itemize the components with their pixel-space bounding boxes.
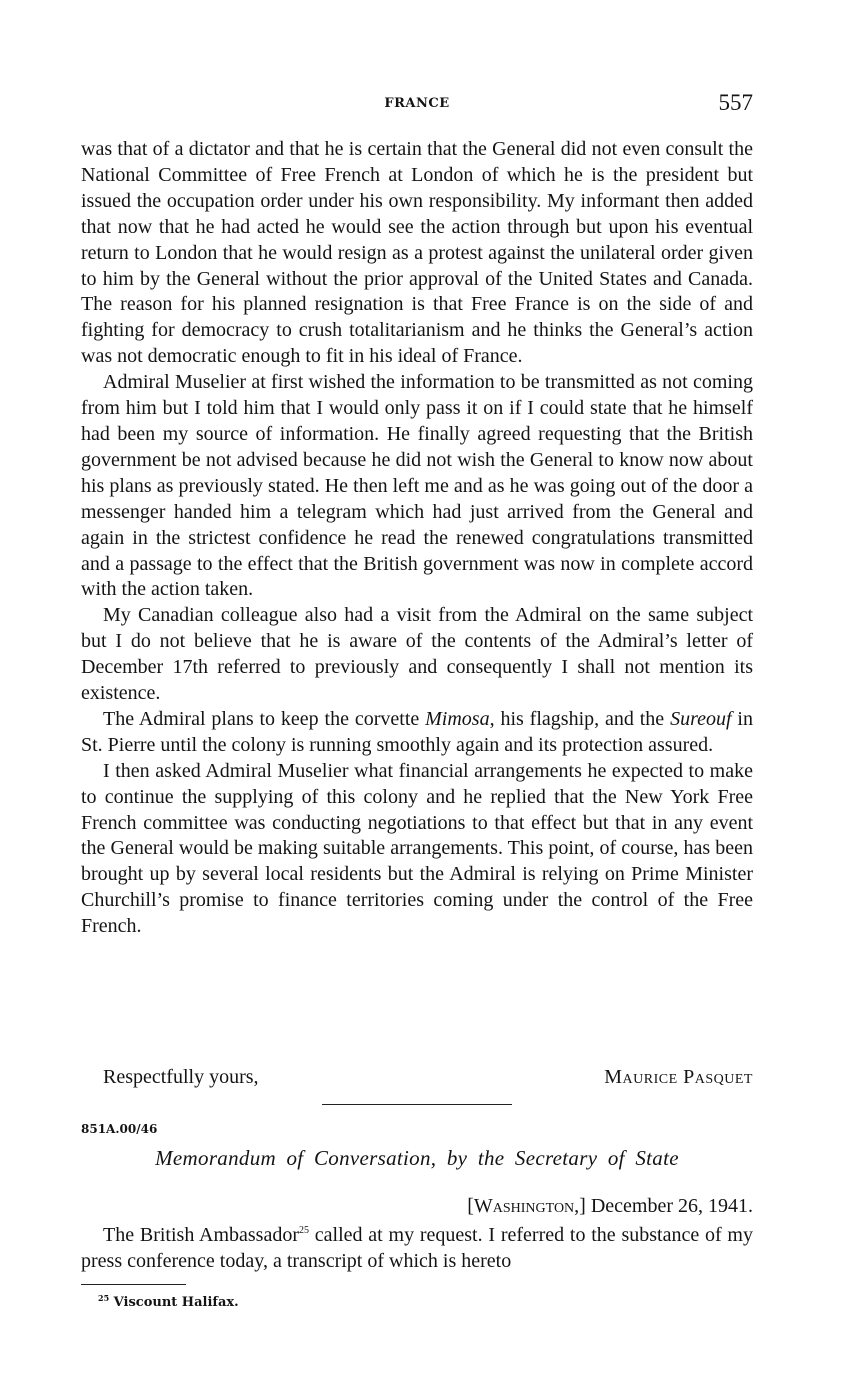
footnote (98, 1295, 239, 1310)
footnote-number: 25 (98, 1293, 110, 1303)
paragraph-2: Admiral Muselier at first wished the information to be transmitted as not coming from him but I told him that I would only pass it on if I could state that he himself had been my source of information. He finally agreed requesting that the British government be not advised because he did not wish the General to know now about his plans as previously stated. He then left me and as he was going out of the door a messenger handed him a telegram which had just arrived from the General and again in the strictest confidence he read the renewed congratulations transmitted and a passage to the effect that the British government was now in complete accord with the action taken. (81, 371, 753, 601)
paragraph-3: My Canadian colleague also had a visit from the Admiral on the same subject but I do not believe that he is aware of the contents of the Admiral’s letter of December 17th referred to previously and consequently I shall not mention its existence. (81, 604, 753, 705)
file-number: 851A.00/46 (81, 1122, 158, 1136)
paragraph-4-part-c: in St. Pierre until the colony is running smoothly again and its protection assured. (81, 707, 753, 756)
footnote-reference: 25 (299, 1225, 309, 1236)
paragraph-1: was that of a dictator and that he is certain that the General did not even consult the National Committee of Free French at London of which he is the president but issued the occupation order under his own responsibility. My informant then added that now that he had acted he would see the action through but upon his eventual return to London that he would resign as a protest against the unilateral order given to him by the General without the prior approval of the United States and Canada. The reason for his planned resignation is that Free France is on the side of and fighting for democracy to crush totalitarianism and he thinks the General’s action was not democratic enough to fit in his ideal of France. (81, 138, 753, 368)
paragraph-4 (81, 707, 753, 759)
ship-name-sureouf: Sureouf (670, 707, 732, 730)
memo-paragraph-1 (81, 1223, 753, 1275)
memo-paragraph-part-b: called at my request. I referred to the substance of my press conference today, a transcript of which is hereto (81, 1224, 753, 1272)
page-number: 557 (718, 90, 753, 115)
dateline-date: December 26, 1941. (590, 1195, 753, 1217)
memo-body (81, 1223, 753, 1275)
memo-dateline (467, 1195, 753, 1218)
footnote-rule (81, 1284, 186, 1285)
letter-body (81, 137, 753, 940)
memo-title: Memorandum of Conversation, by the Secretary of State (155, 1146, 679, 1170)
page-header (81, 92, 753, 122)
footnote-text: Viscount Halifax. (113, 1295, 239, 1310)
dateline-place: [Washington,] (467, 1195, 586, 1217)
signature: Maurice Pasquet (604, 1066, 753, 1088)
paragraph-4-part-a: The Admiral plans to keep the corvette (103, 707, 426, 730)
section-divider (322, 1104, 512, 1105)
paragraph-5: I then asked Admiral Muselier what financial arrangements he expected to make to continue the supplying of this colony and he replied that the New York Free French committee was conducting negotiations to that effect but that in any event the General would be making suitable arrangements. This point, of course, has been brought up by several local residents but the Admiral is relying on Prime Minister Churchill’s promise to finance territories coming under the control of the Free French. (81, 759, 753, 938)
paragraph-4-part-b: , his flagship, and the (489, 707, 671, 730)
salutation: Respectfully yours, (103, 1066, 259, 1088)
memo-paragraph-part-a: The British Ambassador (103, 1224, 299, 1246)
ship-name-mimosa: Mimosa (425, 707, 490, 730)
letter-closing (103, 1066, 753, 1094)
running-head: FRANCE (384, 96, 450, 111)
